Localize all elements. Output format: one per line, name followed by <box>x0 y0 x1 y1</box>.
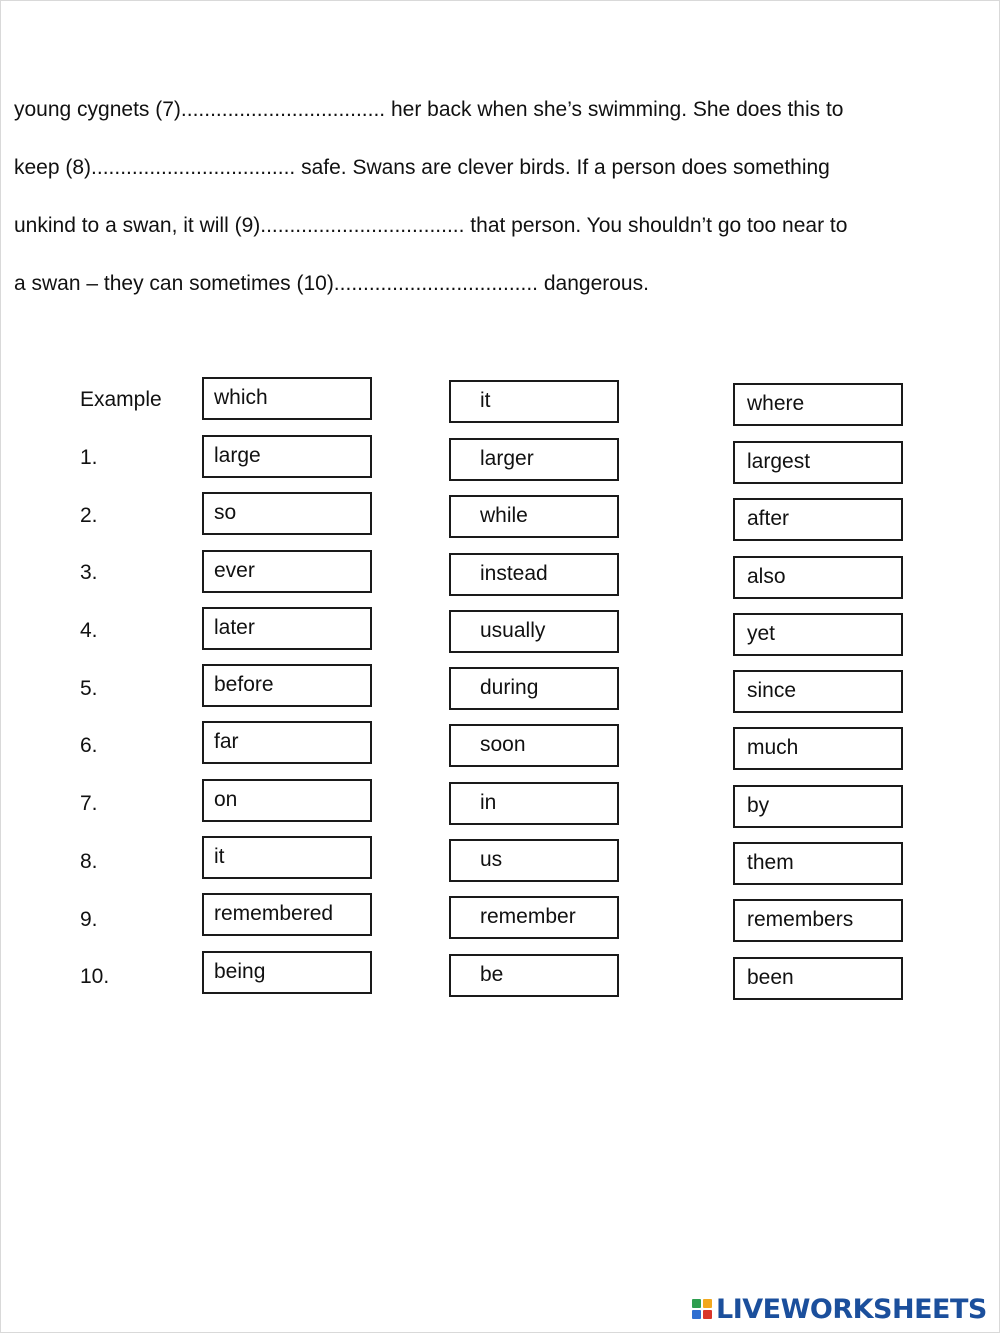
option-example-b[interactable]: it <box>449 380 619 423</box>
option-8-b[interactable]: us <box>449 839 619 882</box>
passage-line: unkind to a swan, it will (9)................................... that person. You shouldn’t go too near to <box>14 214 848 237</box>
option-8-c[interactable]: them <box>733 842 903 885</box>
option-9-b[interactable]: remember <box>449 896 619 939</box>
passage-line: young cygnets (7)................................... her back when she’s swimming. She does this to <box>14 98 844 121</box>
option-3-b[interactable]: instead <box>449 553 619 596</box>
option-7-a[interactable]: on <box>202 779 372 822</box>
row-label-3: 3. <box>80 561 98 584</box>
option-4-a[interactable]: later <box>202 607 372 650</box>
option-10-b[interactable]: be <box>449 954 619 997</box>
row-label-10: 10. <box>80 965 110 988</box>
liveworksheets-logo-icon <box>692 1299 712 1319</box>
passage-line: keep (8)................................... safe. Swans are clever birds. If a person does something <box>14 156 830 179</box>
option-example-a[interactable]: which <box>202 377 372 420</box>
option-8-a[interactable]: it <box>202 836 372 879</box>
option-9-a[interactable]: remembered <box>202 893 372 936</box>
option-7-b[interactable]: in <box>449 782 619 825</box>
option-4-c[interactable]: yet <box>733 613 903 656</box>
option-5-b[interactable]: during <box>449 667 619 710</box>
row-label-2: 2. <box>80 504 98 527</box>
option-5-c[interactable]: since <box>733 670 903 713</box>
option-3-a[interactable]: ever <box>202 550 372 593</box>
option-4-b[interactable]: usually <box>449 610 619 653</box>
passage-line: a swan – they can sometimes (10)................................... dangerous. <box>14 272 649 295</box>
option-1-a[interactable]: large <box>202 435 372 478</box>
option-5-a[interactable]: before <box>202 664 372 707</box>
row-label-9: 9. <box>80 908 98 931</box>
brand-name: LIVEWORKSHEETS <box>716 1293 987 1325</box>
option-1-c[interactable]: largest <box>733 441 903 484</box>
option-6-c[interactable]: much <box>733 727 903 770</box>
option-example-c[interactable]: where <box>733 383 903 426</box>
row-label-8: 8. <box>80 850 98 873</box>
row-label-6: 6. <box>80 734 98 757</box>
liveworksheets-logo <box>692 1292 987 1326</box>
option-2-a[interactable]: so <box>202 492 372 535</box>
option-1-b[interactable]: larger <box>449 438 619 481</box>
option-6-b[interactable]: soon <box>449 724 619 767</box>
option-3-c[interactable]: also <box>733 556 903 599</box>
option-2-b[interactable]: while <box>449 495 619 538</box>
row-label-7: 7. <box>80 792 98 815</box>
option-7-c[interactable]: by <box>733 785 903 828</box>
row-label-1: 1. <box>80 446 98 469</box>
row-label-example: Example <box>80 388 162 411</box>
option-10-a[interactable]: being <box>202 951 372 994</box>
option-10-c[interactable]: been <box>733 957 903 1000</box>
row-label-4: 4. <box>80 619 98 642</box>
row-label-5: 5. <box>80 677 98 700</box>
option-2-c[interactable]: after <box>733 498 903 541</box>
option-9-c[interactable]: remembers <box>733 899 903 942</box>
option-6-a[interactable]: far <box>202 721 372 764</box>
